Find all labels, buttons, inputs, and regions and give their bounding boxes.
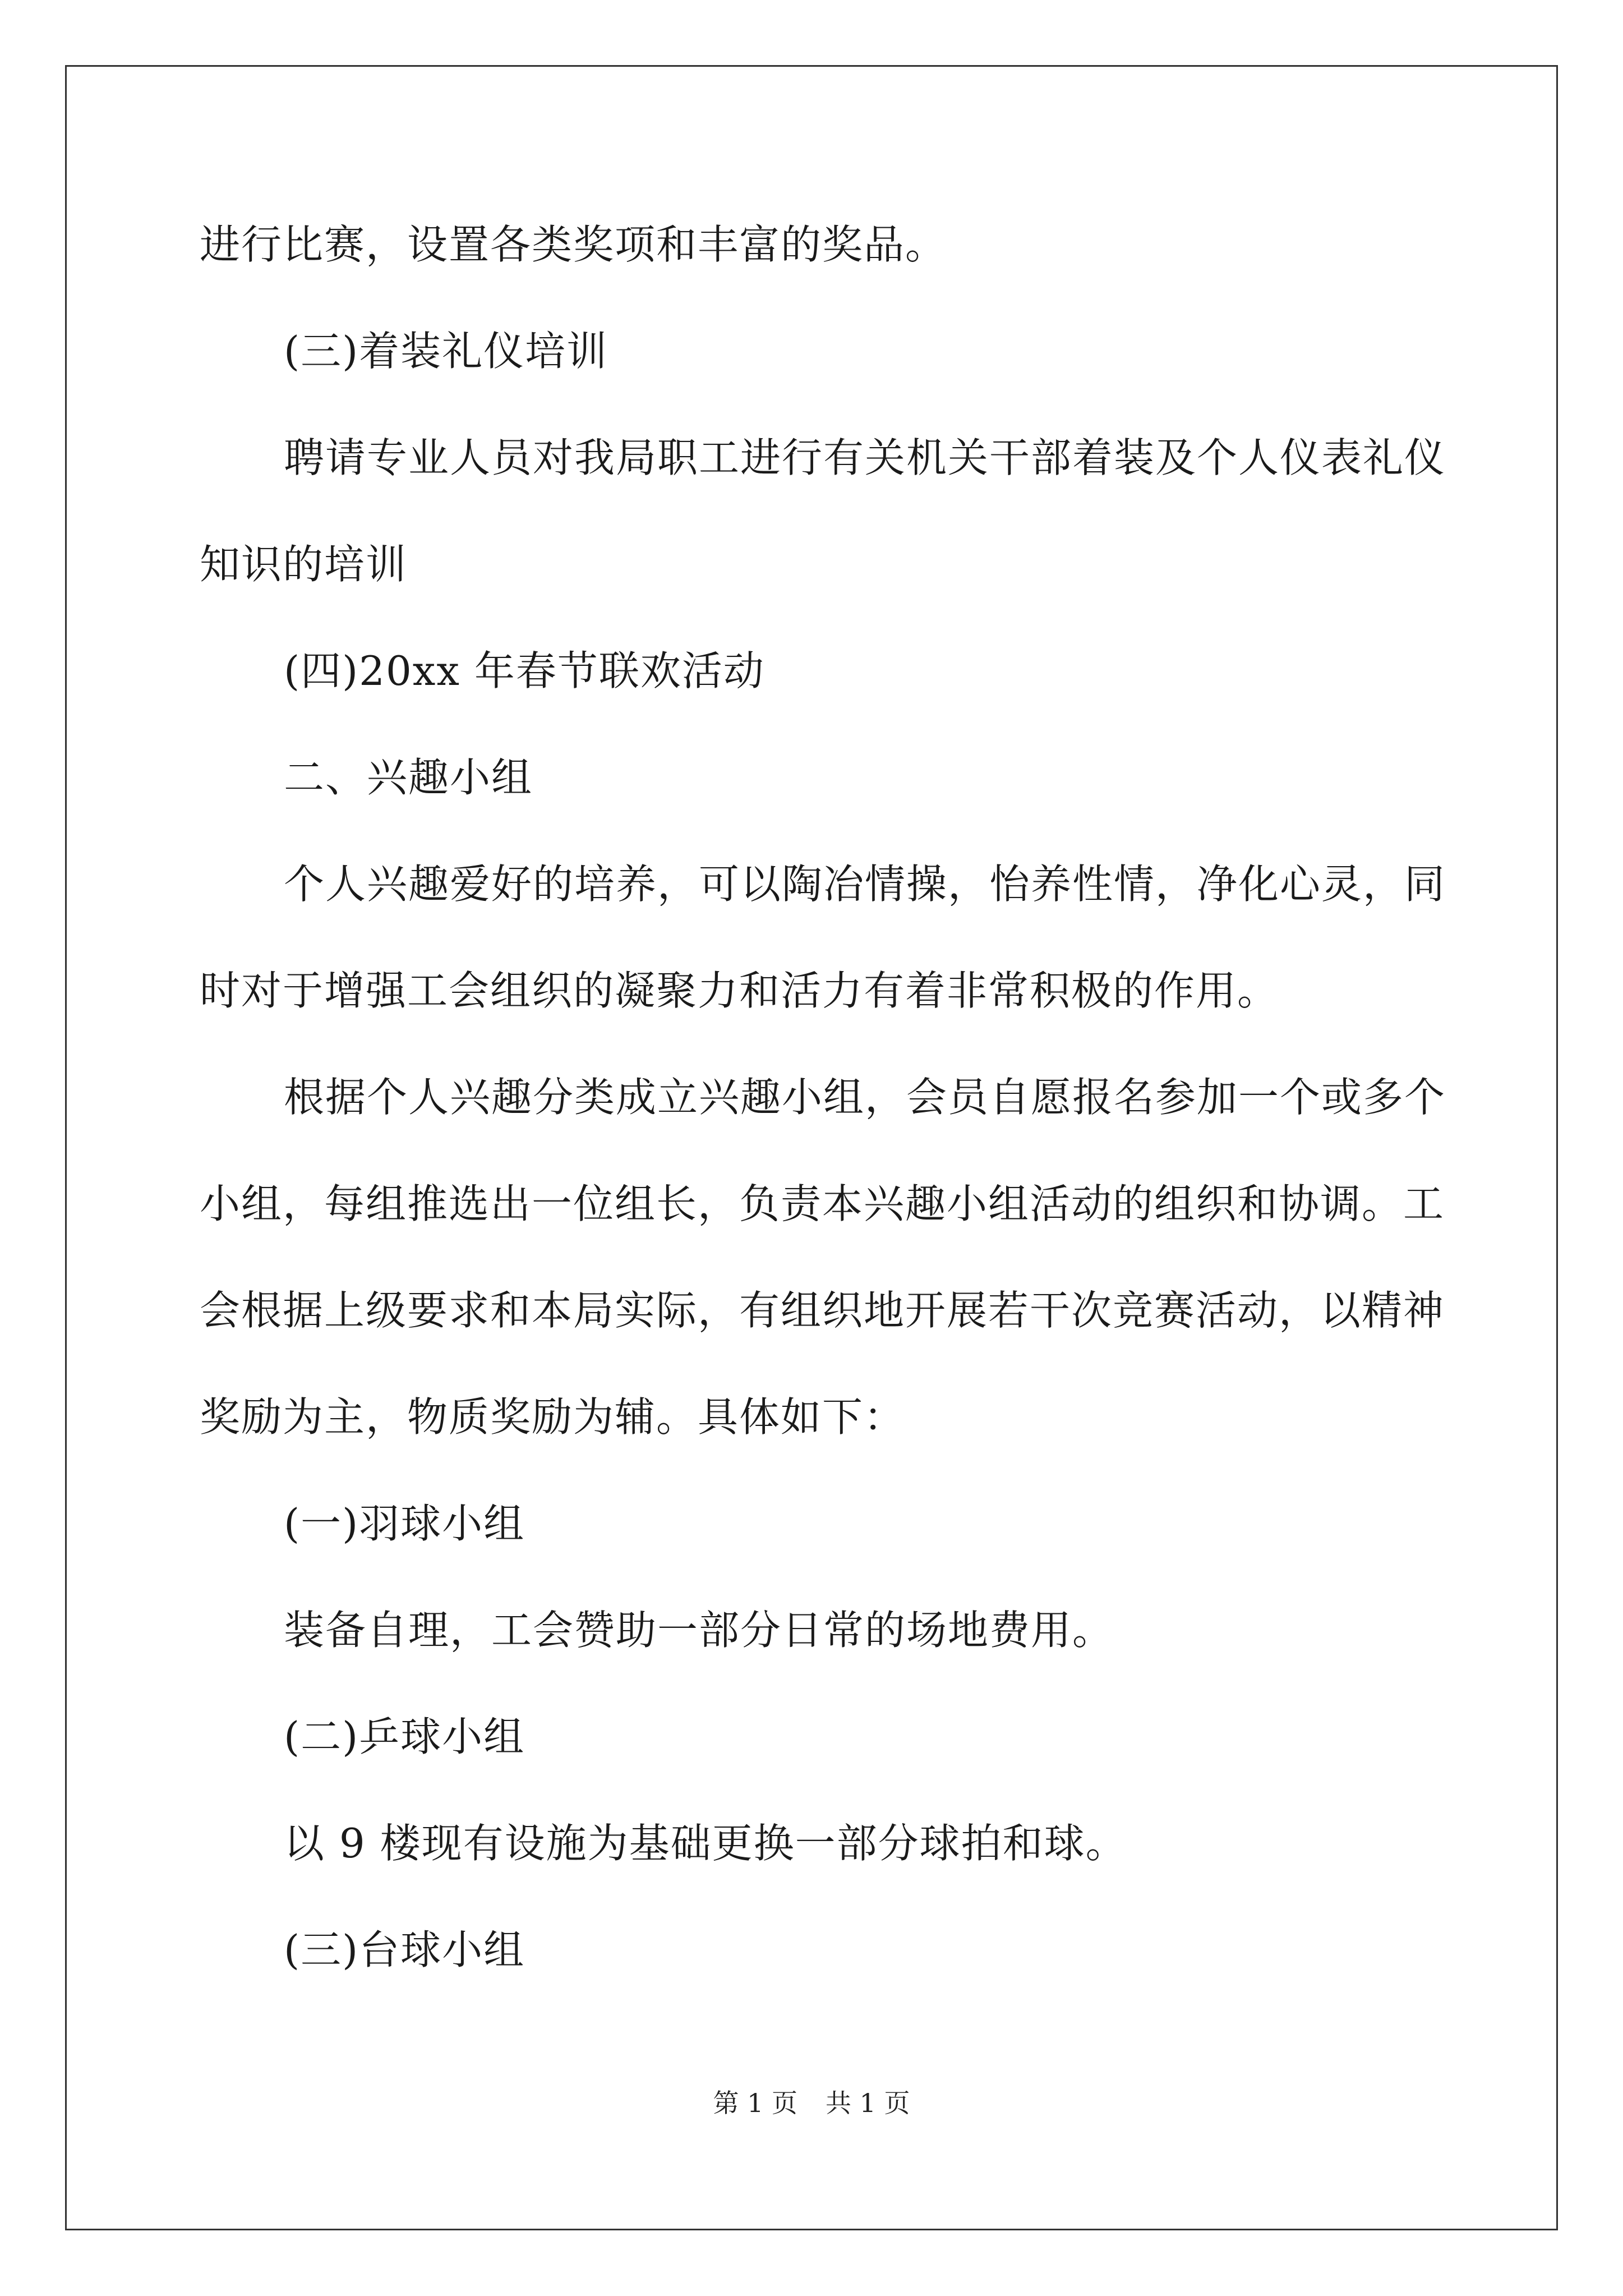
section-heading: (一)羽球小组 <box>284 1500 525 1547</box>
paragraph-line: 时对于增强工会组织的凝聚力和活力有着非常积极的作用。 <box>200 967 1279 1014</box>
paragraph-line: 小组，每组推选出一位组长，负责本兴趣小组活动的组织和协调。工 <box>200 1180 1445 1227</box>
paragraph-line: 会根据上级要求和本局实际，有组织地开展若干次竞赛活动，以精神 <box>200 1287 1445 1334</box>
paragraph-line: 根据个人兴趣分类成立兴趣小组，会员自愿报名参加一个或多个 <box>284 1074 1446 1121</box>
section-heading: (二)乒球小组 <box>284 1713 525 1760</box>
paragraph-line: 个人兴趣爱好的培养，可以陶冶情操，怡养性情，净化心灵，同 <box>284 861 1446 908</box>
paragraph-line: 进行比赛，设置各类奖项和丰富的奖品。 <box>200 221 947 268</box>
section-heading: (三)着装礼仪培训 <box>284 328 608 375</box>
paragraph-line: 知识的培训 <box>200 541 408 588</box>
section-heading: 二、兴趣小组 <box>284 754 533 801</box>
paragraph-line: 装备自理，工会赞助一部分日常的场地费用。 <box>284 1607 1114 1654</box>
page-number: 第 1 页 <box>713 2088 797 2118</box>
page-border <box>65 65 1558 2230</box>
paragraph-line: 以 9 楼现有设施为基础更换一部分球拍和球。 <box>284 1820 1127 1867</box>
paragraph-line: 聘请专业人员对我局职工进行有关机关干部着装及个人仪表礼仪 <box>284 434 1446 481</box>
page-footer <box>0 2090 1623 2116</box>
section-heading: (四)20xx 年春节联欢活动 <box>284 647 765 694</box>
section-heading: (三)台球小组 <box>284 1926 525 1973</box>
page-total: 共 1 页 <box>826 2088 910 2118</box>
paragraph-line: 奖励为主，物质奖励为辅。具体如下： <box>200 1393 906 1441</box>
